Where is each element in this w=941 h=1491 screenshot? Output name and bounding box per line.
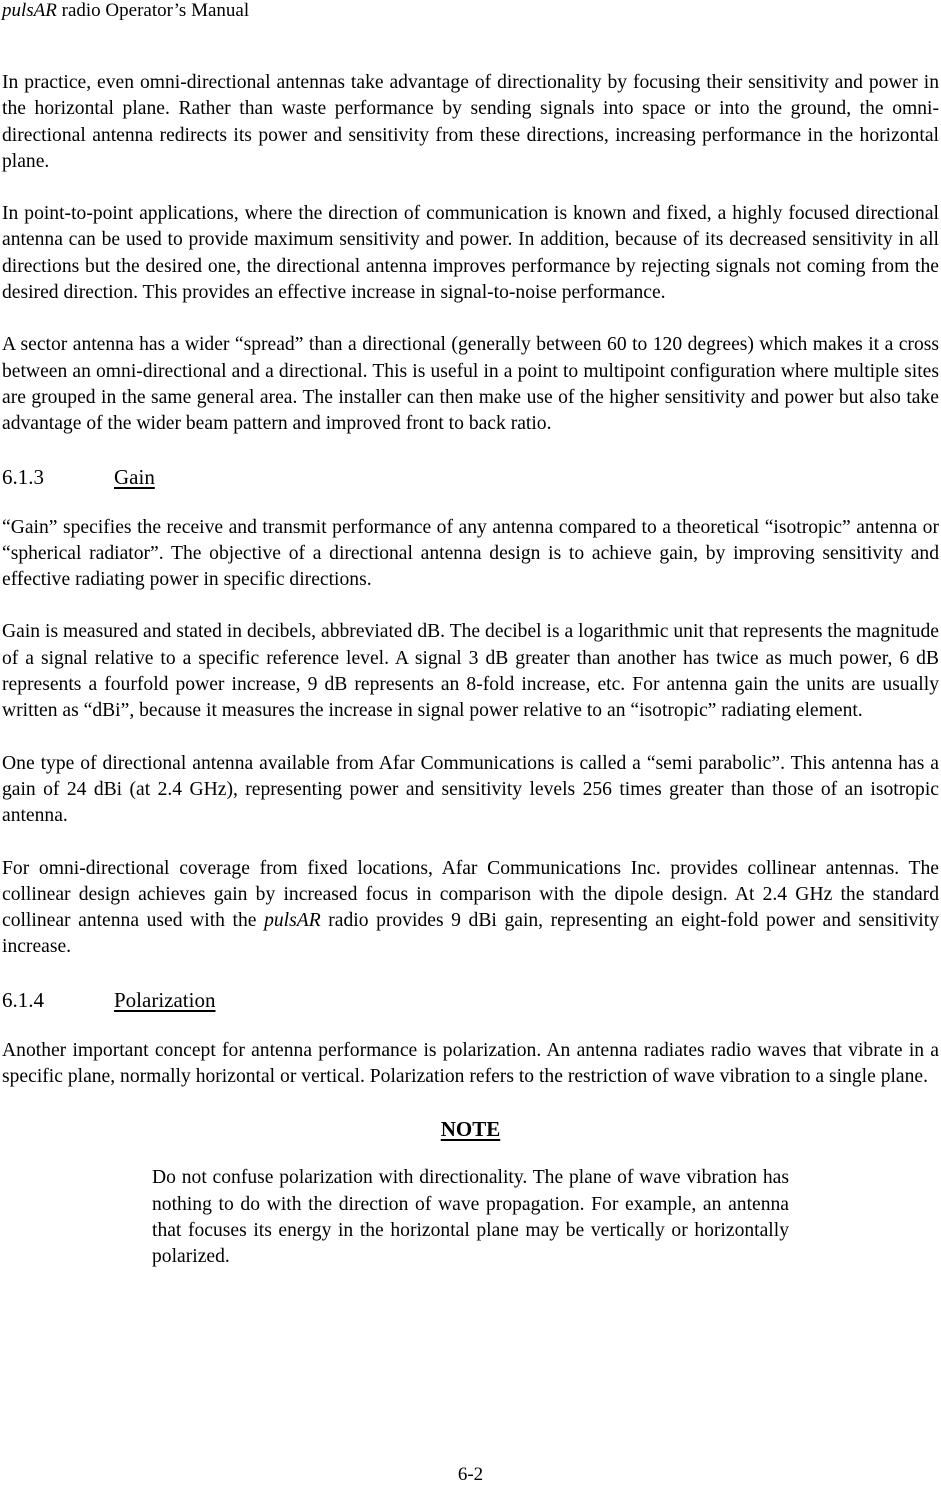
paragraph-gain-definition: “Gain” specifies the receive and transmit performance of any antenna compared to a theoretical “isotropic” antenna or “spherical radiator”. The objective of a directional antenna design is to achieve gain, by improving sensitivity and effective radiating power in specific directions. (2, 516, 939, 591)
note-body: Do not confuse polarization with directionality. The plane of wave vibration has nothing to do with the direction of wave propagation. For example, an antenna that focuses its energy in the horizontal plane may be vertically or horizontally polarized. (152, 1167, 789, 1268)
collinear-text-before: For omni-directional coverage from fixed locations, Afar Communications Inc. provides collinear antennas. The collinear design achieves gain by increased focus in comparison with the dipole design. At 2.4 GHz the standard collinear antenna used with the (2, 857, 939, 932)
paragraph-point-to-point: In point-to-point applications, where the direction of communication is known and fixed, a highly focused directional antenna can be used to provide maximum sensitivity and power. In addition, because of its decreased sensitivity in all directions but the desired one, the directional antenna improves performance by rejecting signals not coming from the desired direction. This provides an effective increase in signal-to-noise performance. (2, 203, 939, 304)
header-product-name: pulsAR (2, 0, 57, 21)
header-title: radio Operator’s Manual (56, 0, 250, 21)
collinear-text-after: radio provides 9 dBi gain, representing an eight-fold power and sensitivity increase. (2, 910, 939, 958)
paragraph-sector-antenna: A sector antenna has a wider “spread” than a directional (generally between 60 to 120 degrees) which makes it a cross between an omni-directional and a directional. This is useful in a point to multipoint configuration where multiple sites are grouped in the same general area. The installer can then make use of the higher sensitivity and power but also take advantage of the wider beam pattern and improved front to back ratio. (2, 334, 939, 435)
running-header (2, 0, 249, 22)
paragraph-omni-directional: In practice, even omni-directional antennas take advantage of directionality by focusing their sensitivity and power in the horizontal plane. Rather than waste performance by sending signals into space or into the ground, the omni-directional antenna redirects its power and sensitivity from these directions, increasing performance in the horizontal plane. (2, 72, 939, 172)
paragraph-collinear (2, 856, 939, 961)
paragraph-gain-decibels: Gain is measured and stated in decibels, abbreviated dB. The decibel is a logarithmic unit that represents the magnitude of a signal relative to a specific reference level. A signal 3 dB greater than another has twice as much power, 6 dB represents a fourfold power increase, 9 dB represents an 8-fold increase, etc. For antenna gain the units are usually written as “dBi”, because it measures the increase in signal power relative to an “isotropic” radiating element. (2, 621, 939, 722)
paragraph-polarization: Another important concept for antenna performance is polarization. An antenna radiates radio waves that vibrate in a specific plane, normally horizontal or vertical. Polarization refers to the restriction of wave vibration to a single plane. (2, 1039, 939, 1088)
section-heading-gain (2, 464, 939, 491)
page-number: 6-2 (457, 1464, 484, 1485)
collinear-product-name: pulsAR (264, 910, 321, 932)
note-heading: NOTE (440, 1117, 501, 1142)
section-number: 6.1.3 (2, 464, 44, 489)
section-title: Gain (114, 464, 155, 489)
section-heading-polarization (2, 987, 939, 1014)
section-number: 6.1.4 (2, 987, 44, 1012)
body-text (2, 70, 939, 1271)
section-title: Polarization (114, 987, 216, 1012)
paragraph-semi-parabolic: One type of directional antenna available from Afar Communications is called a “semi parabolic”. This antenna has a gain of 24 dBi (at 2.4 GHz), representing power and sensitivity levels 256 times greater than those of an isotropic antenna. (2, 752, 939, 827)
